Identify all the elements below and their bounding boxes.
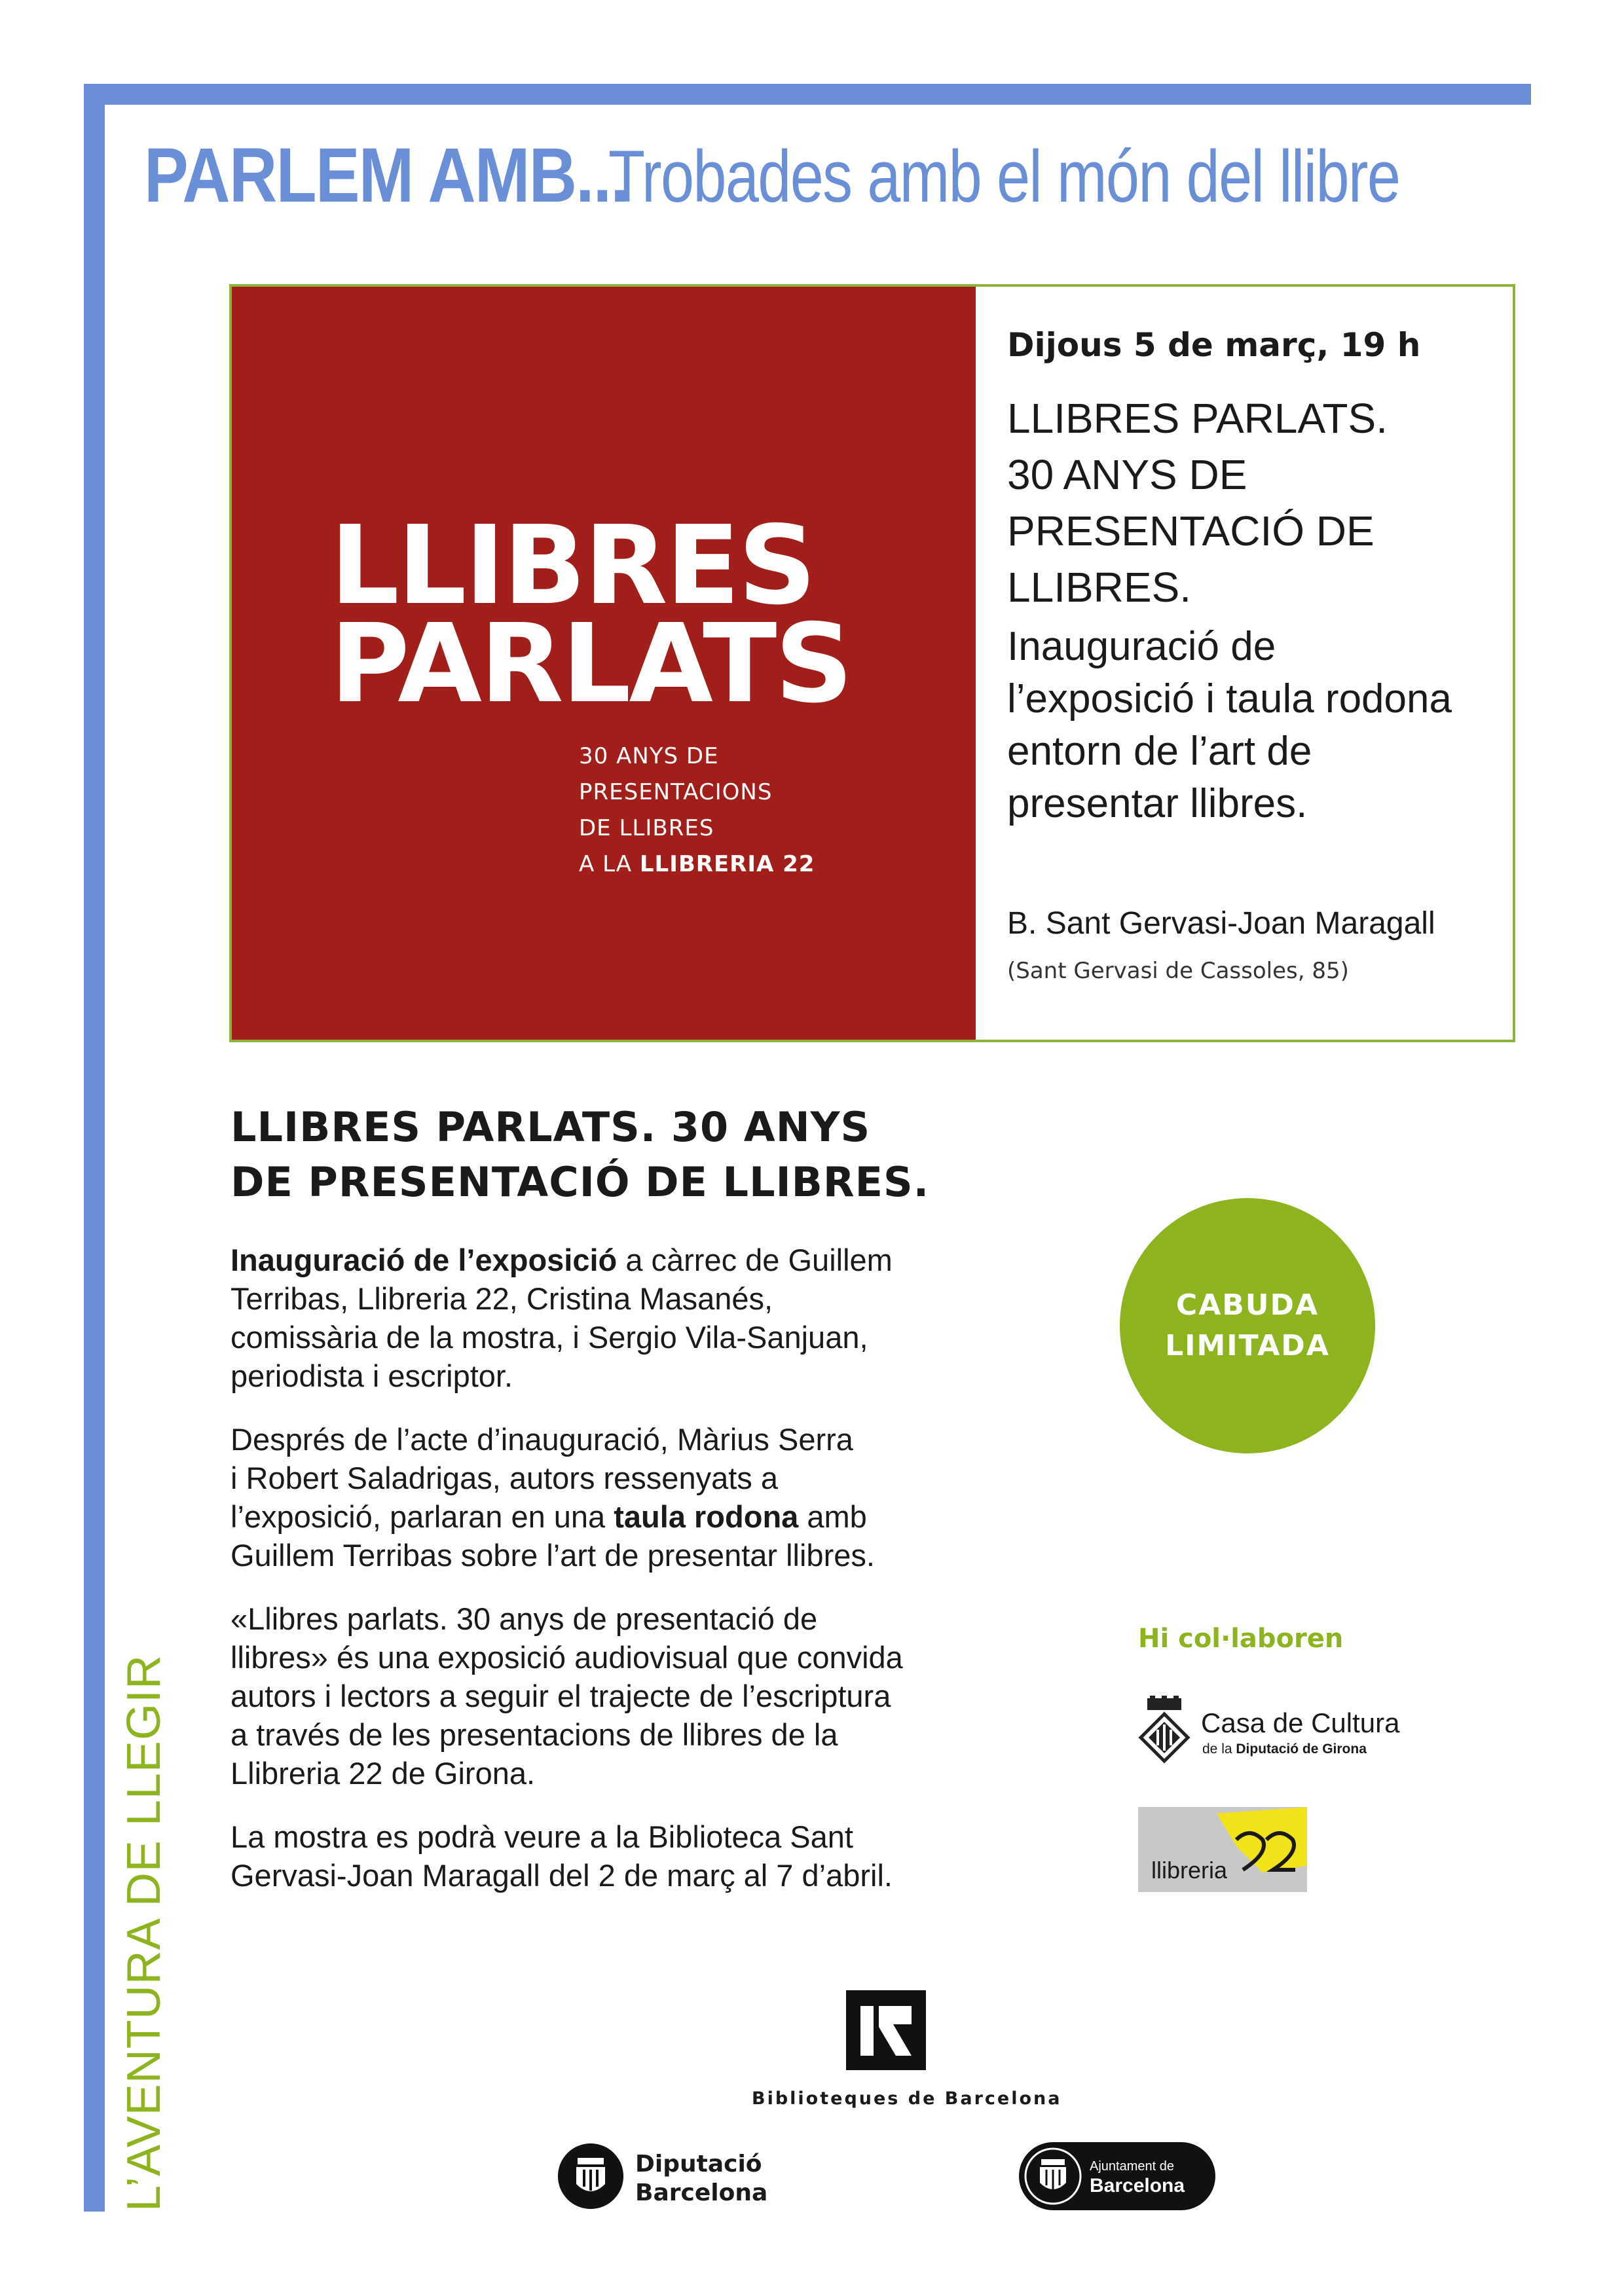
paragraph-line: periodista i escriptor.: [231, 1358, 513, 1393]
paragraph-line: [231, 1497, 1056, 1536]
collaborators-label: Hi col·laboren: [1138, 1624, 1344, 1654]
article-title-line: DE PRESENTACIÓ DE LLIBRES.: [231, 1158, 930, 1206]
poster-subtitle-line: [579, 847, 815, 883]
event-description: [1007, 621, 1505, 830]
event-info: [1007, 326, 1505, 830]
paragraph-line: llibres» és una exposició audiovisual que convida: [231, 1640, 903, 1675]
llibreria-22-logo: [1138, 1807, 1307, 1892]
limited-capacity-badge: [1120, 1198, 1375, 1453]
paragraph-exhibition: [231, 1599, 1056, 1793]
biblioteques-text: Biblioteques de Barcelona: [752, 2088, 1062, 2109]
diputacio-name-line: Diputació: [635, 2151, 762, 2178]
inline-text: a càrrec de Guillem: [617, 1243, 893, 1277]
article-title-line: LLIBRES PARLATS. 30 ANYS: [231, 1103, 871, 1151]
paragraph-line: Llibreria 22 de Girona.: [231, 1756, 536, 1791]
event-heading-line: LLIBRES.: [1007, 564, 1192, 611]
paragraph-line: Després de l’acte d’inauguració, Màrius Serra: [231, 1422, 853, 1457]
event-heading-line: 30 ANYS DE: [1007, 451, 1247, 498]
casa-sub-prefix: de la: [1202, 1741, 1236, 1757]
paragraph-line: a través de les presentacions de llibres de la: [231, 1717, 838, 1752]
event-description-line: presentar llibres.: [1007, 781, 1308, 826]
paragraph-line: La mostra es podrà veure a la Biblioteca Sant: [231, 1819, 853, 1854]
poster-subtitle: [579, 738, 815, 883]
badge-line: CABUDA: [1175, 1288, 1320, 1322]
paragraph-line: i Robert Saladrigas, autors ressenyats a: [231, 1461, 778, 1495]
badge-line: LIMITADA: [1165, 1329, 1330, 1362]
event-heading: [1007, 390, 1505, 615]
event-venue: B. Sant Gervasi-Joan Maragall: [1007, 906, 1435, 941]
casa-de-cultura-sub: [1202, 1741, 1367, 1757]
event-date: Dijous 5 de març, 19 h: [1007, 326, 1421, 364]
paragraph-line: autors i lectors a seguir el trajecte de l’escriptura: [231, 1679, 891, 1713]
poster-subtitle-line: DE LLIBRES: [579, 815, 714, 841]
poster-subtitle-prefix: A LA: [579, 851, 640, 877]
event-description-line: entorn de l’art de: [1007, 729, 1312, 774]
diputacio-name-line: Barcelona: [635, 2179, 768, 2206]
event-description-line: l’exposició i taula rodona: [1007, 676, 1452, 721]
coat-of-arms-icon: [1138, 1696, 1190, 1764]
paragraph-line: [231, 1241, 1056, 1279]
article-body: [231, 1241, 1056, 1920]
paragraph-inauguration: [231, 1241, 1056, 1395]
page-title-bold: PARLEM AMB...: [144, 132, 628, 219]
poster-title-line: PARLATS: [330, 601, 851, 727]
poster-title: [330, 503, 851, 727]
ajuntament-sub: Ajuntament de: [1090, 2159, 1174, 2174]
paragraph-dates: [231, 1817, 1056, 1895]
poster-subtitle-line: 30 ANYS DE: [579, 743, 719, 769]
paragraph-line: Terribas, Llibreria 22, Cristina Masanés,: [231, 1281, 773, 1316]
casa-de-cultura-logo: [1138, 1683, 1400, 1768]
ajuntament-name: Barcelona: [1090, 2175, 1185, 2196]
frame-top-bar: [84, 84, 1531, 105]
paragraph-round-table: [231, 1420, 1056, 1575]
page-title-light: Trobades amb el món del llibre: [608, 136, 1400, 217]
event-heading-line: LLIBRES PARLATS.: [1007, 395, 1388, 442]
event-heading-line: PRESENTACIÓ DE: [1007, 507, 1375, 555]
inline-text: amb: [798, 1499, 867, 1534]
poster-title-line: LLIBRES: [330, 503, 815, 629]
biblioteques-mark-icon: [846, 1990, 926, 2070]
article-title: [231, 1100, 1082, 1210]
casa-de-cultura-name: Casa de Cultura: [1201, 1707, 1400, 1738]
page-title: [144, 131, 1552, 223]
biblioteques-barcelona-logo: [752, 1990, 1062, 2115]
ajuntament-emblem-icon: [1024, 2147, 1082, 2205]
paragraph-line: Gervasi-Joan Maragall del 2 de març al 7 d’abril.: [231, 1858, 893, 1893]
hero-panel: [229, 284, 1515, 1042]
paragraph-line: Guillem Terribas sobre l’art de presentar llibres.: [231, 1538, 875, 1573]
inline-text: l’exposició, parlaran en una: [231, 1499, 614, 1534]
diputacio-barcelona-logo: [558, 2141, 781, 2213]
paragraph-line: comissària de la mostra, i Sergio Vila-Sanjuan,: [231, 1320, 868, 1355]
diputacio-emblem-icon: [558, 2143, 623, 2209]
inline-bold: taula rodona: [614, 1499, 799, 1534]
diputacio-name: [635, 2150, 767, 2208]
frame-left-bar: [84, 84, 105, 2212]
inline-bold: Inauguració de l’exposició: [231, 1243, 618, 1277]
sidebar-vertical-title: L’AVENTURA DE LLEGIR: [118, 1654, 170, 2212]
paragraph-line: «Llibres parlats. 30 anys de presentació de: [231, 1601, 818, 1636]
poster-subtitle-bold: LLIBRERIA 22: [639, 851, 815, 877]
event-address: (Sant Gervasi de Cassoles, 85): [1007, 958, 1349, 984]
poster-subtitle-line: PRESENTACIONS: [579, 779, 773, 805]
hero-poster: [232, 287, 976, 1040]
llibreria-22-text: llibreria: [1151, 1857, 1228, 1884]
event-description-line: Inauguració de: [1007, 624, 1276, 669]
ajuntament-barcelona-logo: [1019, 2142, 1215, 2210]
casa-sub-bold: Diputació de Girona: [1236, 1741, 1367, 1757]
